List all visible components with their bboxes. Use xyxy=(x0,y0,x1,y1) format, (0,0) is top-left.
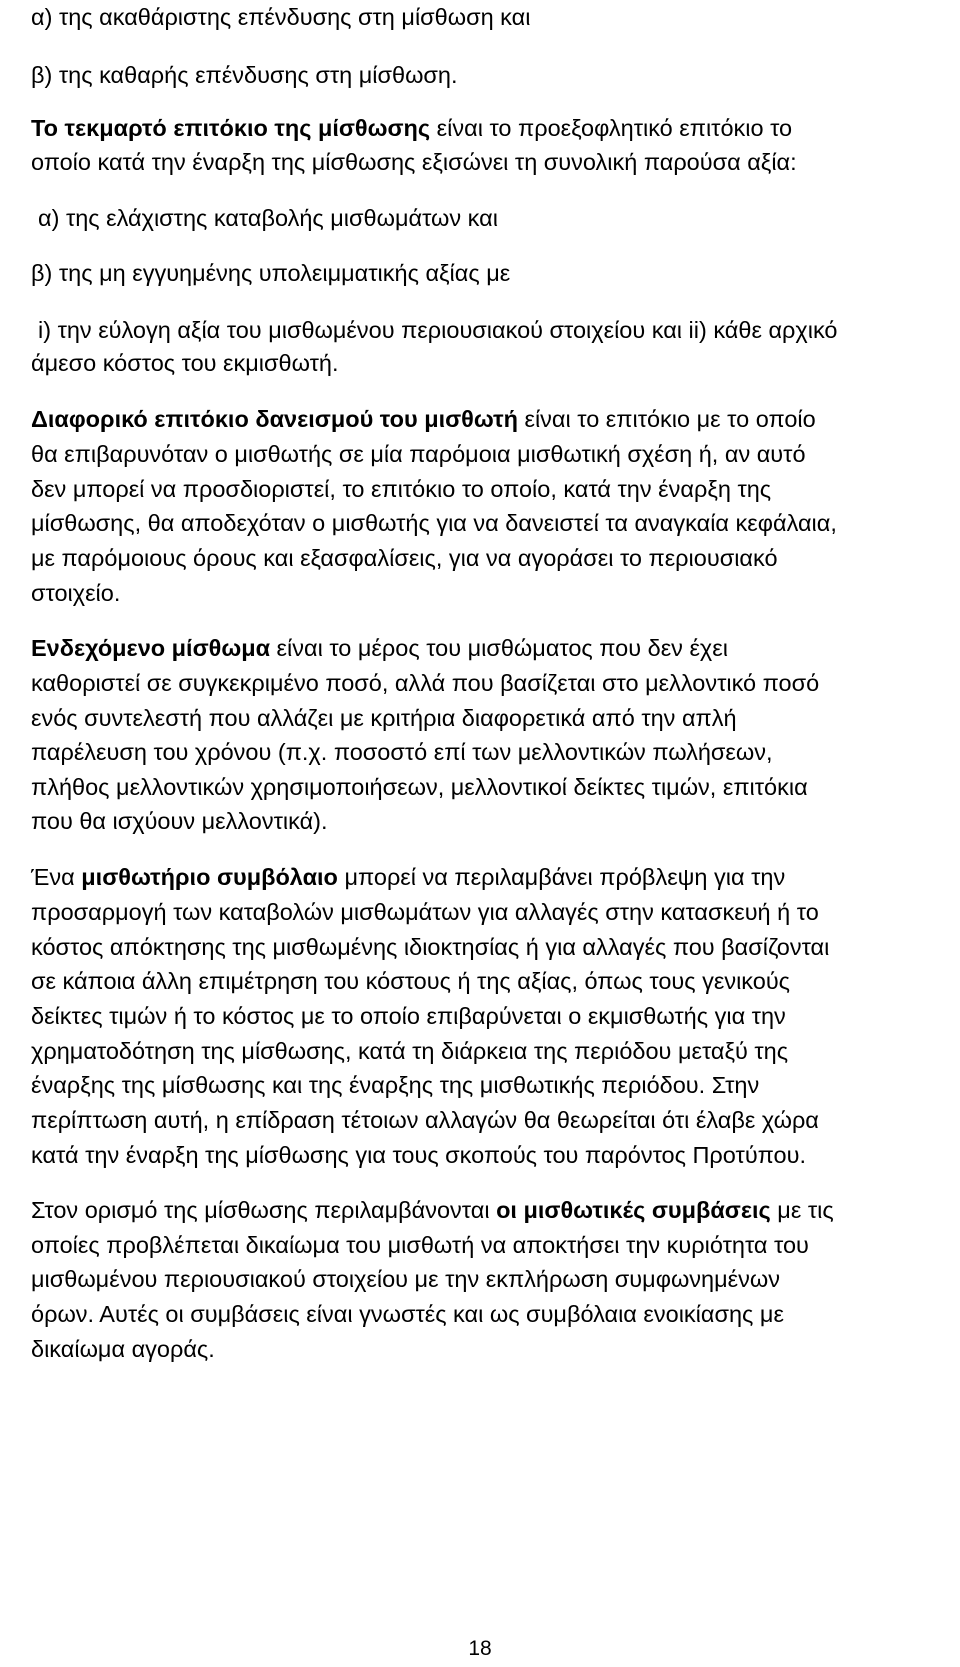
text-line: θα επιβαρυνόταν ο μισθωτής σε μία παρόμοια μισθωτική σχέση ή, αν αυτό xyxy=(31,441,806,467)
text-line: οποίες προβλέπεται δικαίωμα του μισθωτή να αποκτήσει την κυριότητα του xyxy=(31,1232,809,1258)
text-line: οποίο κατά την έναρξη της μίσθωσης εξισώνει τη συνολική παρούσα αξία: xyxy=(31,149,797,175)
text-line: ενός συντελεστή που αλλάζει με κριτήρια διαφορετικά από την απλή xyxy=(31,705,737,731)
text-line: δικαίωμα αγοράς. xyxy=(31,1336,215,1362)
text-line xyxy=(31,111,792,145)
text-line: πλήθος μελλοντικών χρησιμοποιήσεων, μελλοντικοί δείκτες τιμών, επιτόκια xyxy=(31,774,808,800)
term-implicit-interest-rate: Το τεκμαρτό επιτόκιο της μίσθωσης xyxy=(31,115,431,141)
term-lease-agreements: οι μισθωτικές συμβάσεις xyxy=(496,1197,771,1223)
text-line: περίπτωση αυτή, η επίδραση τέτοιων αλλαγών θα θεωρείται ότι έλαβε χώρα xyxy=(31,1107,819,1133)
text-line: χρηματοδότηση της μίσθωσης, κατά τη διάρκεια της περιόδου μεταξύ της xyxy=(31,1038,789,1064)
text-line: κόστος απόκτησης της μισθωμένης ιδιοκτησίας ή για αλλαγές που βασίζονται xyxy=(31,934,830,960)
text-line: δεν μπορεί να προσδιοριστεί, το επιτόκιο το οποίο, κατά την έναρξη της xyxy=(31,476,772,502)
text-line xyxy=(31,1193,834,1227)
text-line: σε κάποια άλλη επιμέτρηση του κόστους ή της αξίας, όπως τους γενικούς xyxy=(31,968,790,994)
text-span: μπορεί να περιλαμβάνει πρόβλεψη για την xyxy=(337,864,786,890)
text-line: μισθωμένου περιουσιακού στοιχείου με την εκπλήρωση συμφωνημένων xyxy=(31,1266,780,1292)
text-line: β) της καθαρής επένδυσης στη μίσθωση. xyxy=(31,62,458,88)
text-line: προσαρμογή των καταβολών μισθωμάτων για αλλαγές στην κατασκευή ή το xyxy=(31,899,819,925)
term-incremental-borrowing-rate: Διαφορικό επιτόκιο δανεισμού του μισθωτή xyxy=(31,406,518,432)
text-line: α) της ακαθάριστης επένδυσης στη μίσθωση και xyxy=(31,4,531,30)
text-line: δείκτες τιμών ή το κόστος με το οποίο επιβαρύνεται ο εκμισθωτής για την xyxy=(31,1003,786,1029)
term-contingent-rent: Ενδεχόμενο μίσθωμα xyxy=(31,635,271,661)
term-lease-contract: μισθωτήριο συμβόλαιο xyxy=(81,864,338,890)
text-line: μίσθωσης, θα αποδεχόταν ο μισθωτής για να δανειστεί τα αναγκαία κεφάλαια, xyxy=(31,510,837,536)
text-span: είναι το επιτόκιο με το οποίο xyxy=(517,406,816,432)
text-line: έναρξης της μίσθωσης και της έναρξης της μισθωτικής περιόδου. Στην xyxy=(31,1072,760,1098)
text-span: Στον ορισμό της μίσθωσης περιλαμβάνονται xyxy=(31,1197,497,1223)
text-span: είναι το μέρος του μισθώματος που δεν έχει xyxy=(270,635,728,661)
text-span: με τις xyxy=(770,1197,834,1223)
text-line: με παρόμοιους όρους και εξασφαλίσεις, για να αγοράσει το περιουσιακό xyxy=(31,545,778,571)
text-line: α) της ελάχιστης καταβολής μισθωμάτων και xyxy=(38,205,498,231)
text-line: i) την εύλογη αξία του μισθωμένου περιουσιακού στοιχείου και ii) κάθε αρχικό xyxy=(38,317,838,343)
text-line: καθοριστεί σε συγκεκριμένο ποσό, αλλά που βασίζεται στο μελλοντικό ποσό xyxy=(31,670,820,696)
text-line: όρων. Αυτές οι συμβάσεις είναι γνωστές και ως συμβόλαια ενοικίασης με xyxy=(31,1301,784,1327)
text-line: παρέλευση του χρόνου (π.χ. ποσοστό επί των μελλοντικών πωλήσεων, xyxy=(31,739,773,765)
page-number: 18 xyxy=(468,1637,492,1660)
text-line: άμεσο κόστος του εκμισθωτή. xyxy=(31,350,339,376)
text-line: που θα ισχύουν μελλοντικά). xyxy=(31,808,328,834)
text-line xyxy=(31,402,816,436)
text-line: κατά την έναρξη της μίσθωσης για τους σκοπούς του παρόντος Προτύπου. xyxy=(31,1142,807,1168)
text-span: είναι το προεξοφλητικό επιτόκιο το xyxy=(430,115,793,141)
text-line xyxy=(31,631,728,665)
text-span: Ένα xyxy=(31,864,82,890)
text-line: στοιχείο. xyxy=(31,580,121,606)
text-line xyxy=(31,860,785,894)
text-line: β) της μη εγγυημένης υπολειμματικής αξίας με xyxy=(31,260,511,286)
